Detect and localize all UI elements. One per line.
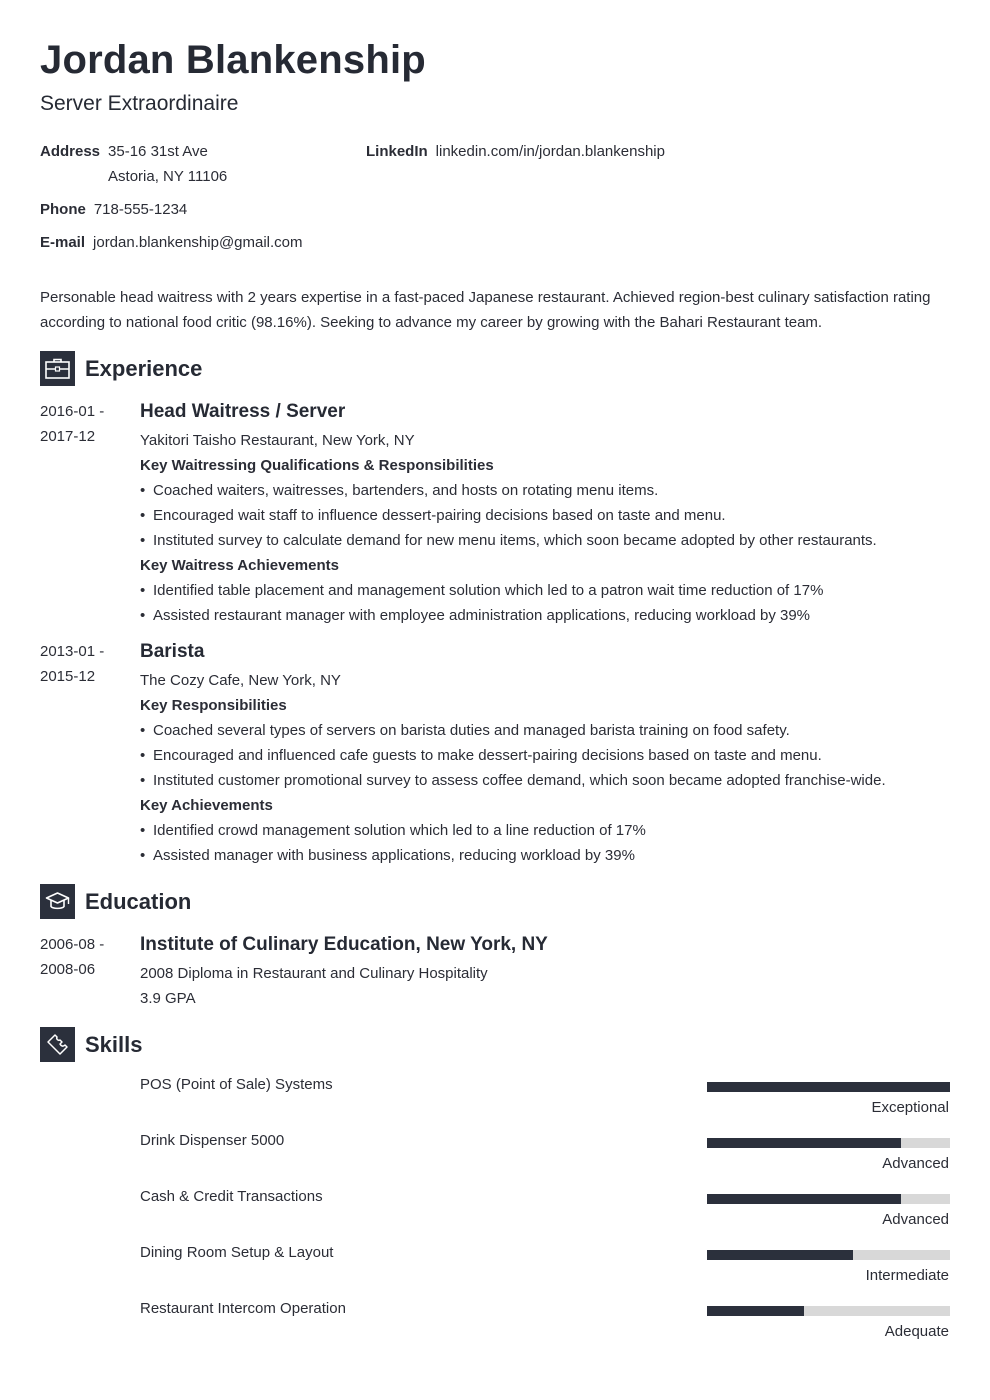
date-start: 2013-01 -	[40, 643, 105, 660]
briefcase-icon	[40, 351, 75, 386]
education-dates	[40, 932, 130, 982]
list-item: • Coached waiters, waitresses, bartenders, and hosts on rotating menu items.	[140, 478, 950, 503]
skill-level-label: Advanced	[882, 1211, 949, 1228]
date-end: 2015-12	[40, 668, 96, 685]
skill-level-label: Adequate	[884, 1323, 949, 1340]
achievements-heading: Key Achievements	[140, 797, 273, 814]
skill-level-bar	[707, 1082, 950, 1092]
skill-row	[140, 1187, 950, 1243]
skill-name: Dining Room Setup & Layout	[140, 1244, 334, 1261]
skill-row	[140, 1243, 950, 1299]
email-label: E-mail	[40, 234, 86, 251]
employer: Yakitori Taisho Restaurant, New York, NY	[140, 432, 415, 449]
role-title: Head Waitress / Server	[140, 401, 346, 422]
gpa: 3.9 GPA	[140, 990, 196, 1007]
education-heading: Education	[85, 888, 192, 914]
skill-level-bar	[707, 1306, 950, 1316]
education-section-header	[40, 884, 191, 919]
contact-phone	[40, 197, 187, 222]
list-item: • Identified table placement and management solution which led to a patron wait time reduction of 17%	[140, 578, 950, 603]
skill-level-bar	[707, 1194, 950, 1204]
list-item: • Coached several types of servers on barista duties and managed barista training on food safety.	[140, 718, 950, 743]
skill-level-bar	[707, 1138, 950, 1148]
school-name: Institute of Culinary Education, New York, NY	[140, 934, 548, 955]
experience-dates	[40, 639, 130, 689]
list-item: • Encouraged and influenced cafe guests to make dessert-pairing decisions based on taste and menu.	[140, 743, 950, 768]
experience-dates	[40, 399, 130, 449]
skill-level-label: Exceptional	[871, 1099, 949, 1116]
experience-section-header	[40, 351, 202, 386]
puzzle-piece-icon	[40, 1027, 75, 1062]
experience-heading: Experience	[85, 355, 203, 381]
graduation-cap-icon	[40, 884, 75, 919]
skill-row	[140, 1131, 950, 1187]
date-end: 2017-12	[40, 428, 96, 445]
skill-level-label: Intermediate	[865, 1267, 949, 1284]
contact-email	[40, 230, 303, 255]
skill-name: POS (Point of Sale) Systems	[140, 1076, 333, 1093]
skill-level-fill	[707, 1250, 853, 1260]
job-title: Server Extraordinaire	[40, 92, 239, 115]
linkedin-link[interactable]: linkedin.com/in/jordan.blankenship	[435, 143, 665, 160]
date-start: 2006-08 -	[40, 936, 105, 953]
skill-level-fill	[707, 1138, 901, 1148]
skill-level-fill	[707, 1082, 950, 1092]
phone-value: 718-555-1234	[93, 201, 188, 218]
skill-level-fill	[707, 1194, 901, 1204]
list-item: • Assisted restaurant manager with employee administration applications, reducing workload by 39%	[140, 603, 950, 628]
contact-address	[40, 139, 227, 189]
address-line-1: 35-16 31st Ave	[108, 143, 208, 160]
skill-row	[140, 1299, 950, 1355]
skill-level-fill	[707, 1306, 804, 1316]
skill-name: Cash & Credit Transactions	[140, 1188, 323, 1205]
email-link[interactable]: jordan.blankenship@gmail.com	[93, 234, 303, 251]
date-start: 2016-01 -	[40, 403, 105, 420]
list-item: • Identified crowd management solution which led to a line reduction of 17%	[140, 818, 950, 843]
skills-section-header	[40, 1027, 142, 1062]
linkedin-label: LinkedIn	[366, 143, 428, 160]
skill-name: Restaurant Intercom Operation	[140, 1300, 346, 1317]
list-item: • Assisted manager with business applications, reducing workload by 39%	[140, 843, 950, 868]
role-title: Barista	[140, 641, 205, 662]
skills-heading: Skills	[85, 1031, 143, 1057]
skill-level-bar	[707, 1250, 950, 1260]
employer: The Cozy Cafe, New York, NY	[140, 672, 341, 689]
contact-linkedin	[366, 139, 665, 164]
list-item: • Encouraged wait staff to influence dessert-pairing decisions based on taste and menu.	[140, 503, 950, 528]
candidate-name: Jordan Blankenship	[40, 38, 426, 82]
list-item: • Instituted survey to calculate demand for new menu items, which soon became adopted by other restaurants.	[140, 528, 950, 553]
degree: 2008 Diploma in Restaurant and Culinary Hospitality	[140, 965, 488, 982]
address-label: Address	[40, 143, 101, 160]
address-line-2: Astoria, NY 11106	[108, 168, 228, 185]
phone-label: Phone	[40, 201, 86, 218]
responsibilities-heading: Key Waitressing Qualifications & Responsibilities	[140, 457, 494, 474]
responsibilities-heading: Key Responsibilities	[140, 697, 287, 714]
skill-row	[140, 1075, 950, 1131]
list-item: • Instituted customer promotional survey to assess coffee demand, which soon became adopted franchise-wide.	[140, 768, 950, 793]
date-end: 2008-06	[40, 961, 96, 978]
skill-level-label: Advanced	[882, 1155, 949, 1172]
achievements-heading: Key Waitress Achievements	[140, 557, 339, 574]
skill-name: Drink Dispenser 5000	[140, 1132, 285, 1149]
profile-summary: Personable head waitress with 2 years expertise in a fast-paced Japanese restaurant. Achieved region-best culinary satisfaction rating according to national food critic (98.16%). Seeking to advance my career by growing with the Bahari Restaurant team.	[40, 289, 931, 331]
